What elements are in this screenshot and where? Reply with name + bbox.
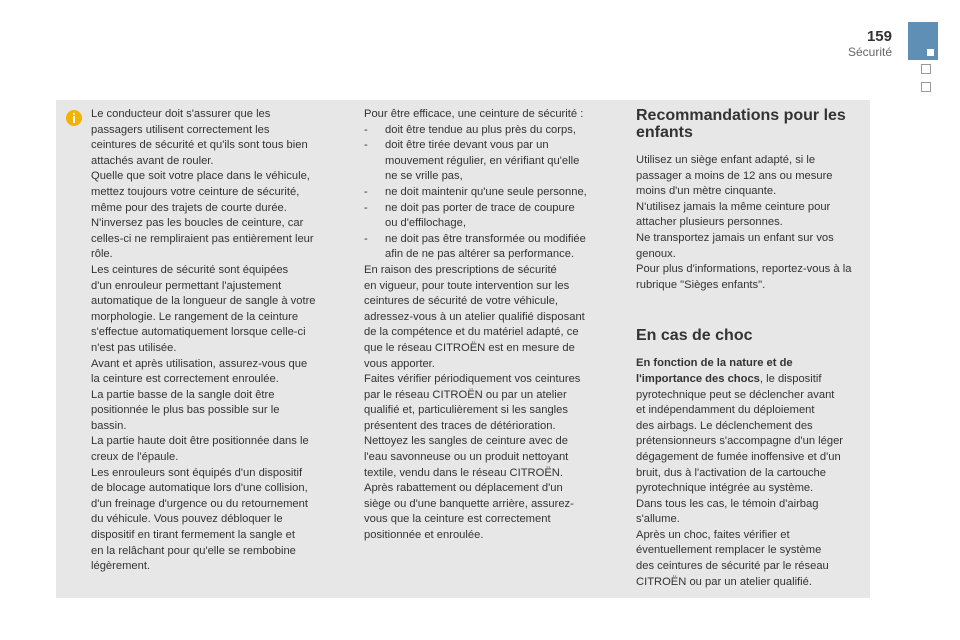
paragraph: N'utilisez jamais la même ceinture pour attacher plusieurs personnes. — [636, 200, 831, 229]
column-belt-efficiency — [364, 107, 614, 544]
paragraph: Après rabattement ou déplacement d'un siège ou d'une banquette arrière, assurez- vous que la ceinture est correctement positionnée et enroulée. — [364, 482, 574, 542]
section-tab-marker — [908, 22, 938, 60]
list-intro: Pour être efficace, une ceinture de sécurité : — [364, 108, 584, 120]
paragraph: Pour plus d'informations, reportez-vous à la rubrique "Sièges enfants". — [636, 263, 852, 291]
list-item — [364, 185, 614, 201]
paragraph: Avant et après utilisation, assurez-vous que la ceinture est correctement enroulée. — [91, 357, 308, 386]
list-item-text: - doit être tirée devant vous par un mouvement régulier, en vérifiant qu'elle ne se vrille pas, — [385, 139, 580, 183]
list-item-text: - ne doit pas être transformée ou modifiée afin de ne pas altérer sa performance. — [385, 232, 586, 261]
column-children-and-crash — [636, 107, 868, 590]
heading-crash: En cas de choc — [636, 327, 753, 345]
paragraph: La partie basse de la sangle doit être positionnée le plus bas possible sur le bassin. — [91, 388, 280, 432]
tab-square-icon — [927, 49, 934, 56]
paragraph: Utilisez un siège enfant adapté, si le passager a moins de 12 ans ou mesure moins d'un mètre cinquante. — [636, 154, 833, 198]
list-item — [364, 138, 614, 185]
paragraph: Faites vérifier périodiquement vos ceintures par le réseau CITROËN ou par un atelier qualifié et, particulièrement si les sangles présentent des traces de détérioration. — [364, 373, 581, 432]
paragraph: En raison des prescriptions de sécurité en vigueur, pour toute intervention sur les ceintures de sécurité de votre véhicule, adressez-vous à un atelier qualifié disposant de la compétence et du matériel adapté, ce que le réseau CITROËN est en mesure de vous apporter. — [364, 263, 585, 370]
paragraph: Ne transportez jamais un enfant sur vos genoux. — [636, 231, 834, 260]
list-item-text: - ne doit pas porter de trace de coupure ou d'effilochage, — [385, 201, 575, 230]
list-item — [364, 123, 614, 139]
paragraph-crash-lead — [636, 356, 868, 496]
heading-children — [636, 107, 868, 141]
list-item-text: - ne doit maintenir qu'une seule personne, — [385, 185, 587, 198]
paragraph: N'inversez pas les boucles de ceinture, car celles-ci ne rempliraient pas entièrement leur rôle. — [91, 217, 314, 261]
paragraph: Après un choc, faites vérifier et éventuellement remplacer le système des ceintures de sécurité par le réseau CITROËN ou par un atelier qualifié. — [636, 528, 829, 588]
paragraph: Les enrouleurs sont équipés d'un dispositif de blocage automatique lors d'une collision, d'un freinage d'urgence ou du retournement du véhicule. Vous pouvez débloquer le dispositif en tirant fermement la sangle et en la relâchant pour qu'elle se rembobine légèrement. — [91, 466, 308, 573]
list-item-text: - doit être tendue au plus près du corps, — [385, 123, 576, 136]
list-item — [364, 232, 614, 263]
bold-lead: En fonction de la nature et de l'importance des chocs — [636, 357, 793, 385]
paragraph: Le conducteur doit s'assurer que les passagers utilisent correctement les ceintures de sécurité et qu'ils sont tous bien attachés avant de rouler. — [91, 108, 308, 167]
info-icon — [66, 110, 82, 126]
paragraph: La partie haute doit être positionnée dans le creux de l'épaule. — [91, 435, 309, 464]
tab-empty-box-icon — [921, 82, 931, 92]
paragraph: Nettoyez les sangles de ceinture avec de l'eau savonneuse ou un produit nettoyant textile, vendu dans le réseau CITROËN. — [364, 435, 569, 479]
list-item — [364, 201, 614, 232]
section-title: Sécurité — [847, 45, 892, 59]
paragraph: Quelle que soit votre place dans le véhicule, mettez toujours votre ceinture de sécurité, même pour des trajets de courte durée. — [91, 170, 310, 214]
lead-rest: , le dispositif pyrotechnique peut se déclencher avant et indépendamment du déploiement des airbags. Le déclenchement des prétensionneurs s'accompagne d'un léger dégagement de fumée inoffensive et d'un bruit, dus à l'activation de la cartouche pyrotechnique intégrée au système. — [636, 372, 844, 495]
column-belt-usage — [91, 107, 351, 575]
paragraph: Les ceintures de sécurité sont équipées d'un enrouleur permettant l'ajustement automatique de la longueur de sangle à votre morphologie. Le rangement de la ceinture s'effectue automatiquement lorsque celle-ci n'est pas utilisée. — [91, 263, 316, 354]
tab-empty-box-icon — [921, 64, 931, 74]
heading-text: Recommandations pour les enfants — [636, 107, 846, 141]
page-number: 159 — [866, 28, 892, 45]
requirements-list — [364, 123, 614, 263]
paragraph: Dans tous les cas, le témoin d'airbag s'allume. — [636, 497, 819, 526]
